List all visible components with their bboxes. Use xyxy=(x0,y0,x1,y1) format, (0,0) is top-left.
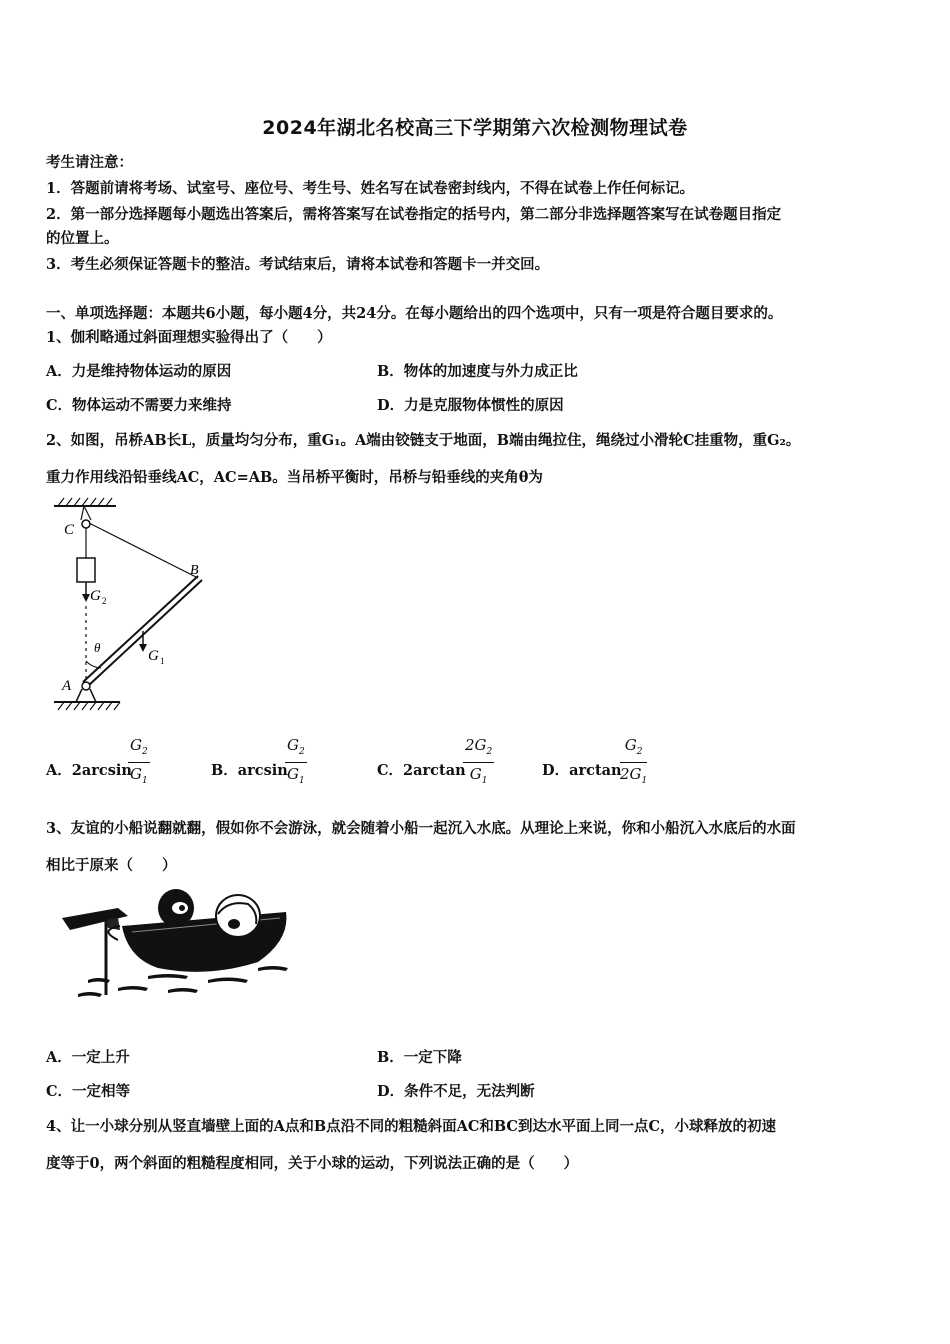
q2-option-c-fraction: $\frac{2G_2}{G_1}$ xyxy=(465,736,493,786)
notice-item-1: 1．答题前请将考场、试室号、座位号、考生号、姓名写在试卷密封线内，不得在试卷上作任何标记。 xyxy=(46,180,695,197)
q1-stem: 1、伽利略通过斜面理想实验得出了（ ） xyxy=(46,329,332,346)
q4-stem-1: 4、让一小球分别从竖直墙壁上面的A点和B点沿不同的粗糙斜面AC和BC到达水平面上同一点C，小球释放的初速 xyxy=(46,1118,776,1135)
label-theta: θ xyxy=(94,640,101,655)
q3-options-row-1 xyxy=(46,1046,906,1066)
q3-option-a[interactable]: A．一定上升 xyxy=(46,1049,130,1066)
boat-illustration xyxy=(58,880,298,1005)
q1-option-c[interactable]: C．物体运动不需要力来维持 xyxy=(46,397,232,414)
drawbridge-figure xyxy=(46,496,216,716)
q1-options-row-1 xyxy=(46,360,906,380)
exam-page: 2024年湖北名校高三下学期第六次检测物理试卷 考生请注意： 1．答题前请将考场、试室号、座位号、考生号、姓名写在试卷密封线内，不得在试卷上作任何标记。 2．第一部分选择题每小题选出答案后，需将答案写在试卷指定的括号内，第二部分非选择题答案写在试卷题目指定 的位置上。 3．考生必须保证答题卡的整洁。考试结束后，请将本试卷和答题卡一并交回。 一、单项选择题：本题共6小题，每小题4分，共24分。在每小题给出的四个选项中，只有一项是符合题目要求的。 1、伽利略通过斜面理想实验得出了（ ） A．力是维持物体运动的原因 B．物体的加速度与外力成正比 C．物体运动不需要力来维持 D．力是克服物体惯性的原因 2、如图，吊桥AB长L，质量均匀分布，重G₁。A端由铰链支于地面，B端由绳拉住，绳绕过小滑轮C挂重物，重G₂。 重力作用线沿铅垂线AC，AC=AB。当吊桥平衡时，吊桥与铅垂线的夹角θ为 C B A θ G 2 G 1 A．2arcsin $\frac{G_2}{G_1}$ B．arcsin $\frac{G_2}{G_1}$ C．2arctan $\frac{2G_2}{G_1}$ D．arctan $\frac{G_2}{2G_1}$ 3、友谊的小船说翻就翻，假如你不会游泳，就会随着小船一起沉入水底。从理论上来说，你和小船沉入水底后的水面 相比于原来（ ） A．一定上升 B．一定下降 C．一定相等 D．条件不足，无法判断 4、让一小球分别从竖直墙壁上面的A点和B点沿不同的粗糙斜面AC和BC到达水平面上同一点C，小球释放的初速 度等于0，两个斜面的粗糙程度相同，关于小球的运动，下列说法正确的是（ ） xyxy=(0,0,950,1344)
q1-options-row-2 xyxy=(46,394,906,414)
notice-item-2: 2．第一部分选择题每小题选出答案后，需将答案写在试卷指定的括号内，第二部分非选择题答案写在试卷题目指定 xyxy=(46,206,782,223)
q2-stem-2: 重力作用线沿铅垂线AC，AC=AB。当吊桥平衡时，吊桥与铅垂线的夹角θ为 xyxy=(46,469,543,486)
label-g2: G xyxy=(90,588,101,604)
label-b: B xyxy=(190,563,199,578)
q2-option-a-fraction: $\frac{G_2}{G_1}$ xyxy=(130,736,148,786)
q3-option-d[interactable]: D．条件不足，无法判断 xyxy=(377,1083,535,1100)
label-a: A xyxy=(62,678,72,694)
q2-option-b-fraction: $\frac{G_2}{G_1}$ xyxy=(287,736,305,786)
q3-stem-1: 3、友谊的小船说翻就翻，假如你不会游泳，就会随着小船一起沉入水底。从理论上来说，你和小船沉入水底后的水面 xyxy=(46,820,796,837)
page-title: 2024年湖北名校高三下学期第六次检测物理试卷 xyxy=(262,117,688,139)
notice-item-3: 3．考生必须保证答题卡的整洁。考试结束后，请将本试卷和答题卡一并交回。 xyxy=(46,256,550,273)
q1-option-d[interactable]: D．力是克服物体惯性的原因 xyxy=(377,397,564,414)
q3-option-c[interactable]: C．一定相等 xyxy=(46,1083,131,1100)
notice-heading: 考生请注意： xyxy=(46,154,133,171)
q3-options-row-2 xyxy=(46,1080,906,1100)
q1-option-b[interactable]: B．物体的加速度与外力成正比 xyxy=(377,363,578,380)
section-heading: 一、单项选择题：本题共6小题，每小题4分，共24分。在每小题给出的四个选项中，只有一项是符合题目要求的。 xyxy=(46,305,783,322)
notice-item-2-cont: 的位置上。 xyxy=(46,230,119,247)
q3-stem-2: 相比于原来（ ） xyxy=(46,857,177,874)
q1-option-a[interactable]: A．力是维持物体运动的原因 xyxy=(46,363,232,380)
q4-stem-2: 度等于0，两个斜面的粗糙程度相同，关于小球的运动，下列说法正确的是（ ） xyxy=(46,1155,579,1172)
label-g1-sub: 1 xyxy=(160,656,165,666)
q2-stem-1: 2、如图，吊桥AB长L，质量均匀分布，重G₁。A端由铰链支于地面，B端由绳拉住，绳绕过小滑轮C挂重物，重G₂。 xyxy=(46,432,801,449)
label-c: C xyxy=(64,522,75,538)
q2-option-d-fraction: $\frac{G_2}{2G_1}$ xyxy=(620,736,648,786)
q3-option-b[interactable]: B．一定下降 xyxy=(377,1049,462,1066)
label-g1: G xyxy=(148,648,159,664)
label-g2-sub: 2 xyxy=(102,596,107,606)
